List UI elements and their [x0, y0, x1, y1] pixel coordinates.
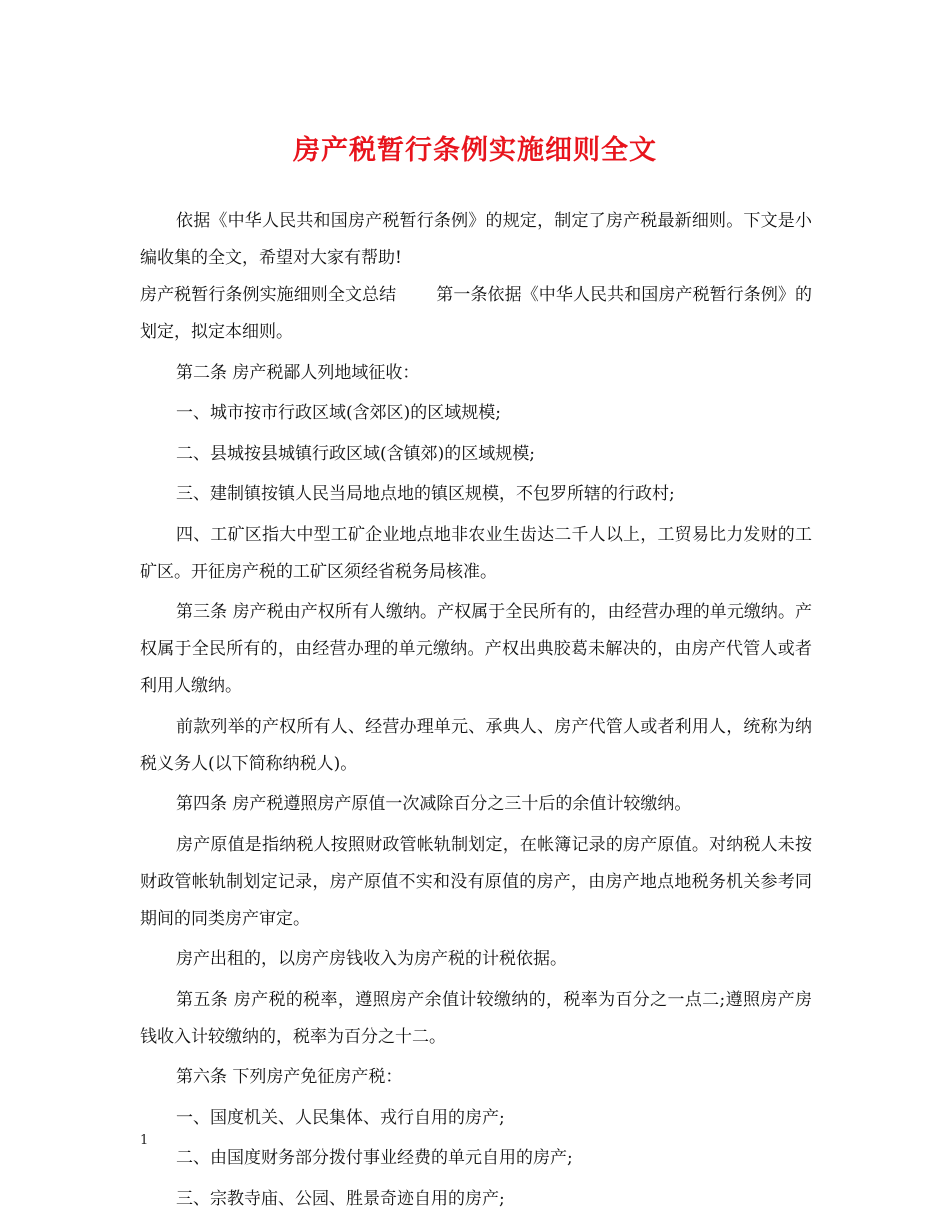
paragraph-article-4-original-value: 房产原值是指纳税人按照财政管帐轨制划定，在帐簿记录的房产原值。对纳税人未按财政管帐轨制划定记录，房产原值不实和没有原值的房产，由房产地点地税务机关参考同期间的同类房产审定。: [140, 834, 812, 929]
paragraph-exempt-2: 二、由国度财务部分拨付事业经费的单元自用的房产;: [176, 1148, 573, 1168]
paragraph-item-4: 四、工矿区指大中型工矿企业地点地非农业生齿达二千人以上，工贸易比力发财的工矿区。开征房产税的工矿区须经省税务局核准。: [140, 524, 812, 582]
summary-heading: 房产税暂行条例实施细则全文总结: [140, 285, 397, 305]
paragraph-article-6: 第六条 下列房产免征房产税：: [176, 1067, 403, 1087]
document-title: 房产税暂行条例实施细则全文: [293, 135, 657, 166]
document-body: [140, 203, 812, 1221]
paragraph-article-5: 第五条 房产税的税率，遵照房产余值计较缴纳的，税率为百分之一点二;遵照房产房钱收入计较缴纳的，税率为百分之十二。: [140, 989, 812, 1047]
paragraph-article-4: 第四条 房产税遵照房产原值一次减除百分之三十后的余值计较缴纳。: [176, 794, 692, 814]
paragraph-exempt-3: 三、宗教寺庙、公园、胜景奇迹自用的房产;: [176, 1188, 505, 1209]
paragraph-article-4-rental: 房产出租的，以房产房钱收入为房产税的计税依据。: [176, 949, 567, 969]
paragraph-article-3-note: 前款列举的产权所有人、经营办理单元、承典人、房产代管人或者利用人，统称为纳税义务人(以下简称纳税人)。: [140, 716, 812, 774]
page-number: 1: [140, 1133, 149, 1148]
paragraph-article-2: 第二条 房产税鄙人列地域征收：: [176, 362, 420, 383]
paragraph-item-3: 三、建制镇按镇人民当局地点地的镇区规模，不包罗所辖的行政村;: [176, 484, 675, 504]
intro-paragraph: 依据《中华人民共和国房产税暂行条例》的规定，制定了房产税最新细则。下文是小编收集的全文，希望对大家有帮助!: [140, 211, 812, 268]
paragraph-exempt-1: 一、国度机关、人民集体、戎行自用的房产;: [176, 1107, 505, 1128]
paragraph-article-3: 第三条 房产税由产权所有人缴纳。产权属于全民所有的，由经营办理的单元缴纳。产权属于全民所有的，由经营办理的单元缴纳。产权出典胶葛未解决的，由房产代管人或者利用人缴纳。: [140, 602, 812, 696]
summary-paragraph: [140, 277, 812, 351]
paragraph-item-2: 二、县城按县城镇行政区域(含镇郊)的区域规模;: [176, 443, 535, 464]
paragraph-item-1: 一、城市按市行政区域(含郊区)的区域规模;: [176, 403, 501, 423]
summary-body: 第一条依据《中华人民共和国房产税暂行条例》的划定，拟定本细则。: [140, 285, 813, 342]
